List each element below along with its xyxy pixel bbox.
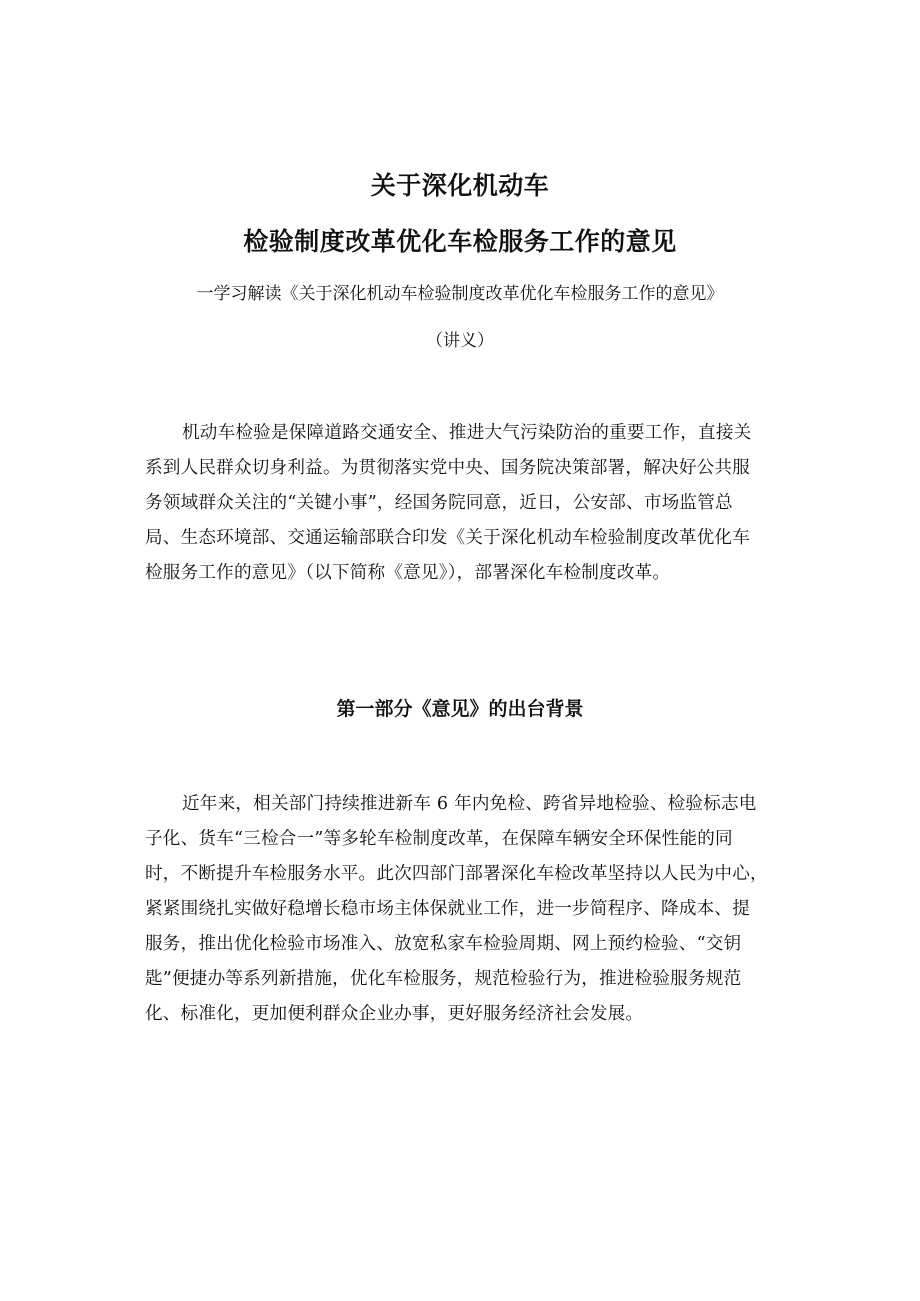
paragraph-line: 紧紧围绕扎实做好稳增长稳市场主体保就业工作，进一步简程序、降成本、提 (145, 899, 750, 919)
paragraph-line: 化、标准化，更加便利群众企业办事，更好服务经济社会发展。 (145, 1004, 644, 1024)
paragraph-line: 务领域群众关注的“关键小事”，经国务院同意，近日，公安部、市场监管总 (145, 493, 733, 513)
paragraph-line: 时，不断提升车检服务水平。此次四部门部署深化车检改革坚持以人民为中心， (145, 864, 768, 884)
paragraph-line: 服务，推出优化检验市场准入、放宽私家车检验周期、网上预约检验、“交钥 (145, 934, 742, 954)
paragraph-line: 匙”便捷办等系列新措施，优化车检服务，规范检验行为，推进检验服务规范 (145, 969, 742, 989)
document-note: （讲义） (426, 331, 494, 351)
paragraph-line: 近年来，相关部门持续推进新车 6 年内免检、跨省异地检验、检验标志电 (182, 794, 757, 814)
paragraph-line: 检服务工作的意见》（以下简称《意见》），部署深化车检制度改革。 (145, 563, 671, 583)
document-title-line-1: 关于深化机动车 (370, 171, 550, 200)
paragraph-line: 系到人民群众切身利益。为贯彻落实党中央、国务院决策部署，解决好公共服 (145, 458, 750, 478)
section-paragraph (145, 787, 785, 1032)
paragraph-line: 机动车检验是保障道路交通安全、推进大气污染防治的重要工作，直接关 (182, 423, 752, 443)
section-heading: 第一部分《意见》的出台背景 (336, 698, 584, 720)
paragraph-line: 局、生态环境部、交通运输部联合印发《关于深化机动车检验制度改革优化车 (145, 528, 750, 548)
intro-paragraph (145, 416, 785, 591)
document-subtitle: 一学习解读《关于深化机动车检验制度改革优化车检服务工作的意见》 (196, 284, 724, 304)
paragraph-line: 子化、货车“三检合一”等多轮车检制度改革，在保障车辆安全环保性能的同 (145, 829, 733, 849)
document-title-line-2: 检验制度改革优化车检服务工作的意见 (243, 227, 677, 256)
